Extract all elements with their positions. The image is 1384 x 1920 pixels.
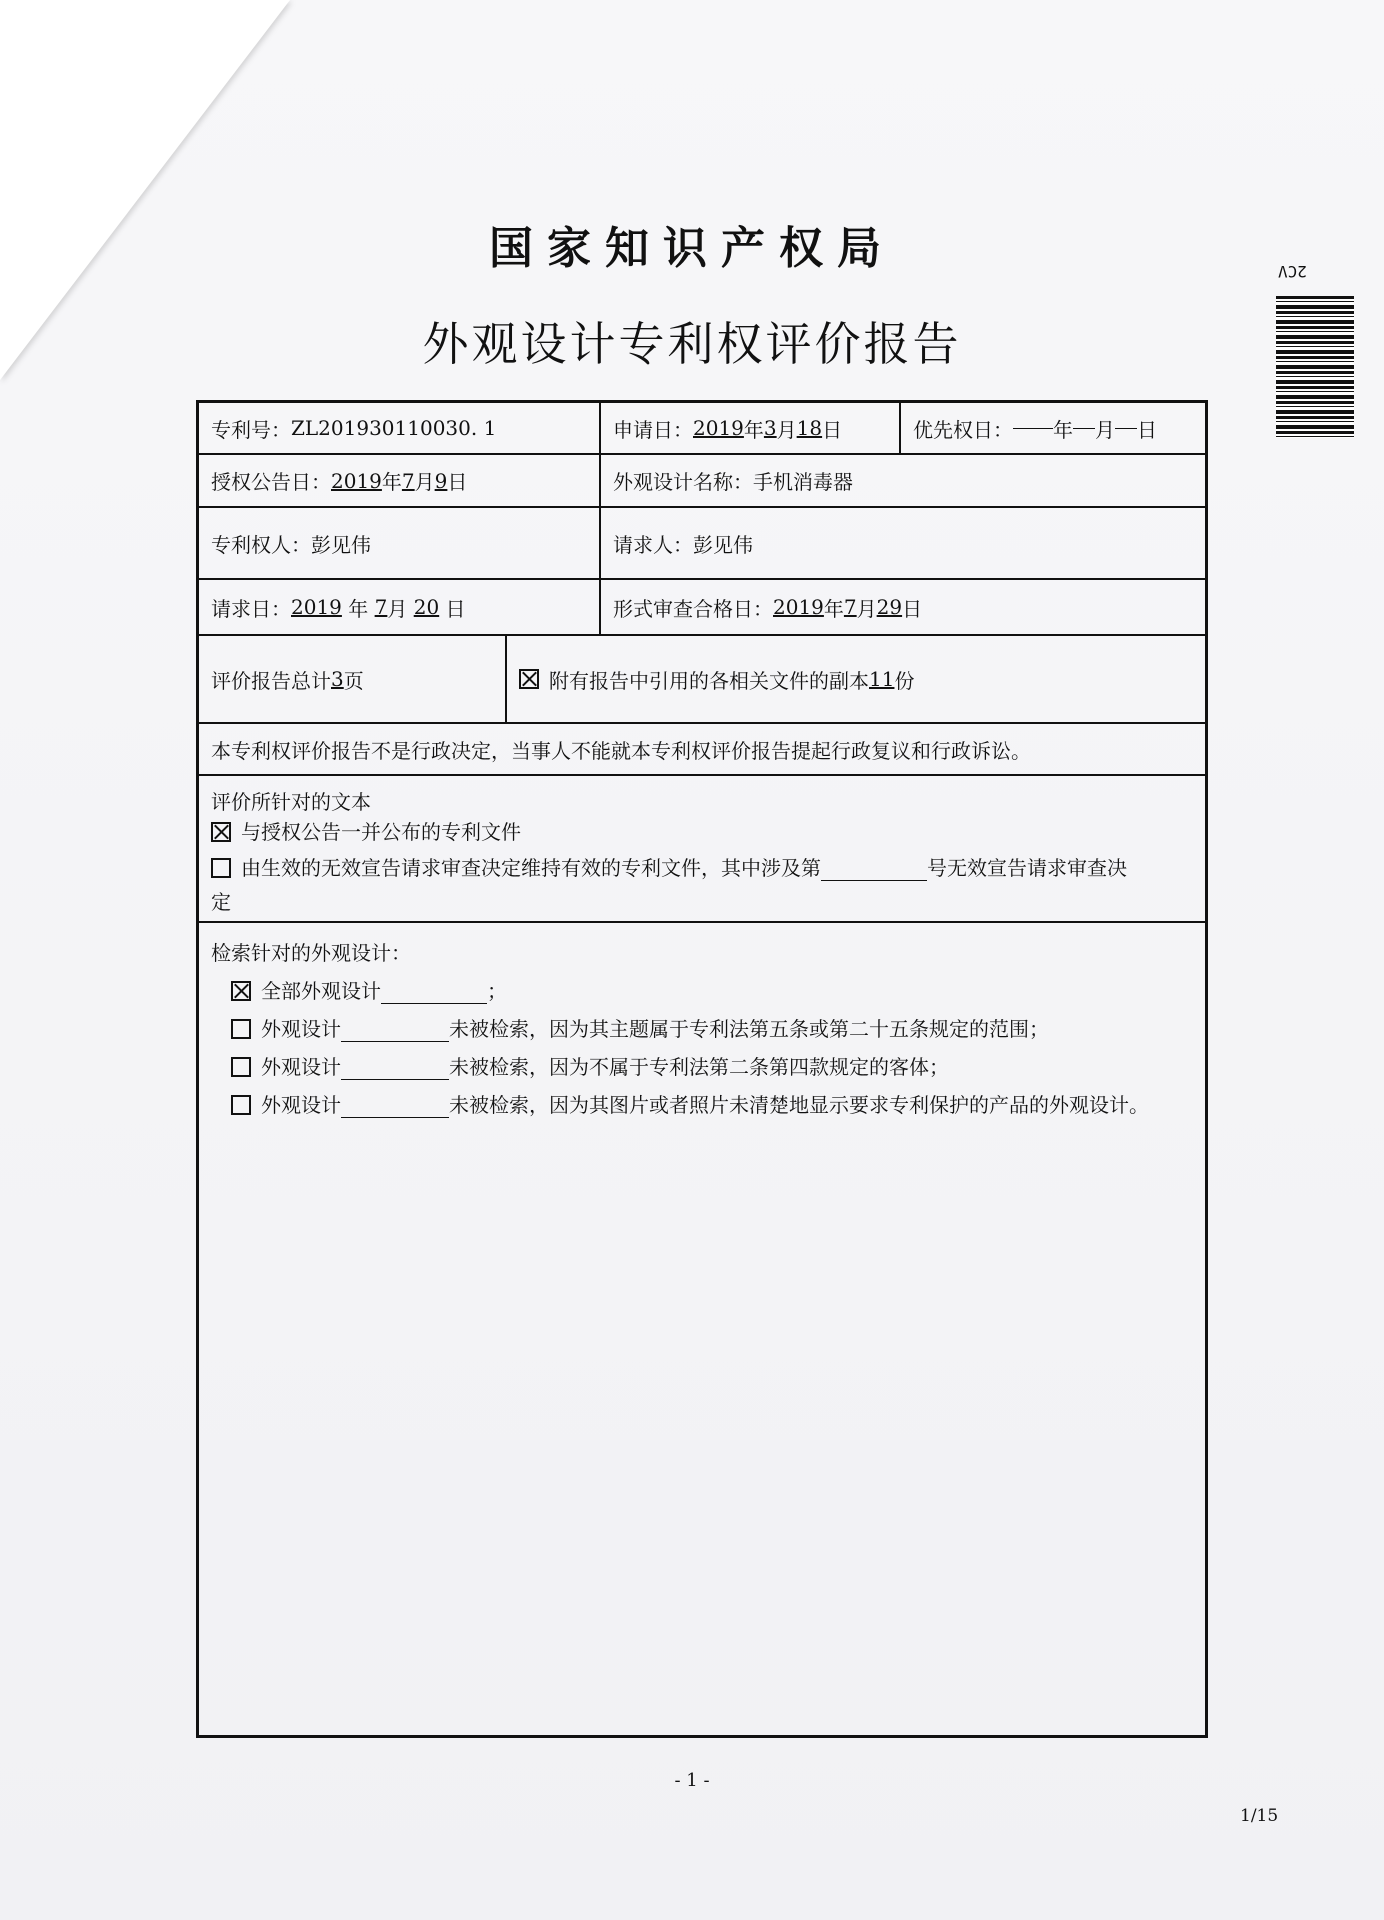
row-grant-info [199, 455, 1205, 508]
search-object-reason: 未被检索，因为不属于专利法第二条第四款规定的客体； [449, 1055, 949, 1079]
search-all-blank [381, 1003, 487, 1004]
attached-prefix: 附有报告中引用的各相关文件的副本 [549, 668, 869, 693]
search-subject-label: 外观设计 [261, 1017, 341, 1041]
office-title: 国家知识产权局 [489, 223, 895, 274]
search-all-end: ； [487, 979, 507, 1003]
search-unclear-reason: 未被检索，因为其图片或者照片未清楚地显示要求专利保护的产品的外观设计。 [449, 1093, 1149, 1117]
design-name-label: 外观设计名称： [613, 470, 753, 494]
row-text-basis [199, 776, 1205, 923]
formal-exam-label: 形式审查合格日： [613, 596, 773, 621]
search-option-subject [231, 1013, 1049, 1042]
search-option-all [231, 975, 507, 1004]
requester-label: 请求人： [613, 532, 693, 557]
row-dates [199, 580, 1205, 636]
row-notice [199, 724, 1205, 776]
text-basis-option2 [211, 852, 1127, 881]
search-object-checkbox[interactable] [231, 1057, 251, 1077]
request-year: 2019 [291, 595, 342, 619]
row-parties [199, 508, 1205, 580]
filing-date-label: 申请日： [613, 417, 693, 442]
month-unit: 月 [414, 470, 435, 494]
design-name: 手机消毒器 [753, 470, 853, 494]
request-day: 20 [413, 595, 440, 619]
request-month: 7 [374, 595, 388, 619]
search-object-label: 外观设计 [261, 1055, 341, 1079]
option2-wrap: 定 [211, 890, 231, 914]
day-unit: 日 [822, 417, 843, 442]
row-patent-info [199, 403, 1205, 455]
year-unit: 年 [348, 596, 369, 621]
formal-day: 29 [876, 595, 903, 619]
grant-date-label: 授权公告日： [211, 470, 331, 494]
search-all-label: 全部外观设计 [261, 979, 381, 1003]
patent-number: ZL201930110030. 1 [291, 416, 497, 440]
search-heading: 检索针对的外观设计： [211, 941, 411, 965]
report-pages-prefix: 评价报告总计 [211, 668, 331, 693]
priority-date-cell [899, 403, 1205, 453]
request-date-cell [199, 580, 599, 634]
option1-checkbox[interactable] [211, 822, 231, 842]
filing-year: 2019 [693, 416, 744, 440]
month-unit: 月 [1095, 417, 1115, 442]
grant-month: 7 [401, 468, 415, 493]
month-unit: 月 [387, 596, 408, 621]
attached-checkbox[interactable] [519, 669, 539, 689]
search-option-object [231, 1051, 949, 1080]
filing-date-cell [599, 403, 899, 453]
year-unit: 年 [823, 596, 844, 621]
day-unit: 日 [1137, 417, 1157, 442]
day-unit: 日 [445, 596, 466, 621]
decision-number-blank [821, 880, 927, 881]
search-subject-checkbox[interactable] [231, 1019, 251, 1039]
option2-prefix: 由生效的无效宣告请求审查决定维持有效的专利文件，其中涉及第 [241, 856, 821, 880]
grant-date-cell [199, 455, 599, 506]
formal-exam-cell [599, 580, 1205, 634]
report-pages-count: 3 [331, 667, 344, 691]
attached-suffix: 份 [894, 668, 915, 693]
patentee-cell [199, 508, 599, 578]
priority-date-label: 优先权日： [913, 417, 1013, 442]
page-number: - 1 - [674, 1770, 710, 1791]
search-object-blank [341, 1079, 449, 1080]
option1-label: 与授权公告一并公布的专利文件 [241, 820, 521, 844]
search-subject-blank [341, 1041, 449, 1042]
notice-text: 本专利权评价报告不是行政决定，当事人不能就本专利权评价报告提起行政复议和行政诉讼。 [211, 738, 1031, 763]
search-unclear-checkbox[interactable] [231, 1095, 251, 1115]
grant-day: 9 [434, 468, 448, 493]
priority-year-blank [1013, 428, 1053, 429]
text-basis-heading: 评价所针对的文本 [211, 790, 371, 814]
search-unclear-blank [341, 1117, 449, 1118]
patentee-name: 彭见伟 [311, 532, 371, 557]
month-unit: 月 [856, 596, 877, 621]
search-option-unclear [231, 1089, 1149, 1118]
filing-month: 3 [763, 416, 777, 440]
requester-name: 彭见伟 [693, 532, 753, 557]
barcode-code: 2CV [1278, 262, 1307, 281]
report-pages-cell [199, 636, 505, 722]
month-unit: 月 [776, 417, 797, 442]
formal-month: 7 [843, 595, 857, 619]
option2-suffix: 号无效宣告请求审查决 [927, 856, 1127, 880]
year-unit: 年 [381, 470, 402, 494]
design-name-cell [599, 455, 1205, 506]
year-unit: 年 [743, 417, 764, 442]
patent-number-cell [199, 403, 599, 453]
formal-year: 2019 [773, 595, 824, 619]
day-unit: 日 [447, 470, 468, 494]
year-unit: 年 [1053, 417, 1073, 442]
attached-count: 11 [869, 667, 895, 691]
search-all-checkbox[interactable] [231, 981, 251, 1001]
day-unit: 日 [902, 596, 923, 621]
priority-day-blank [1115, 428, 1137, 429]
request-date-label: 请求日： [211, 596, 291, 621]
attached-copies-cell [505, 636, 1205, 722]
requester-cell [599, 508, 1205, 578]
grant-year: 2019 [331, 468, 382, 493]
report-form [196, 400, 1208, 1738]
report-title: 外观设计专利权评价报告 [422, 317, 962, 371]
option2-checkbox[interactable] [211, 858, 231, 878]
report-pages-suffix: 页 [343, 668, 364, 693]
search-unclear-label: 外观设计 [261, 1093, 341, 1117]
row-report-pages [199, 636, 1205, 724]
patentee-label: 专利权人： [211, 532, 311, 557]
patent-number-label: 专利号： [211, 417, 291, 442]
sheet-number: 1/15 [1240, 1806, 1279, 1826]
search-subject-reason: 未被检索，因为其主题属于专利法第五条或第二十五条规定的范围； [449, 1017, 1049, 1041]
priority-month-blank [1073, 428, 1095, 429]
text-basis-option1 [211, 816, 521, 845]
filing-day: 18 [796, 416, 823, 440]
barcode-graphic [1276, 296, 1354, 438]
